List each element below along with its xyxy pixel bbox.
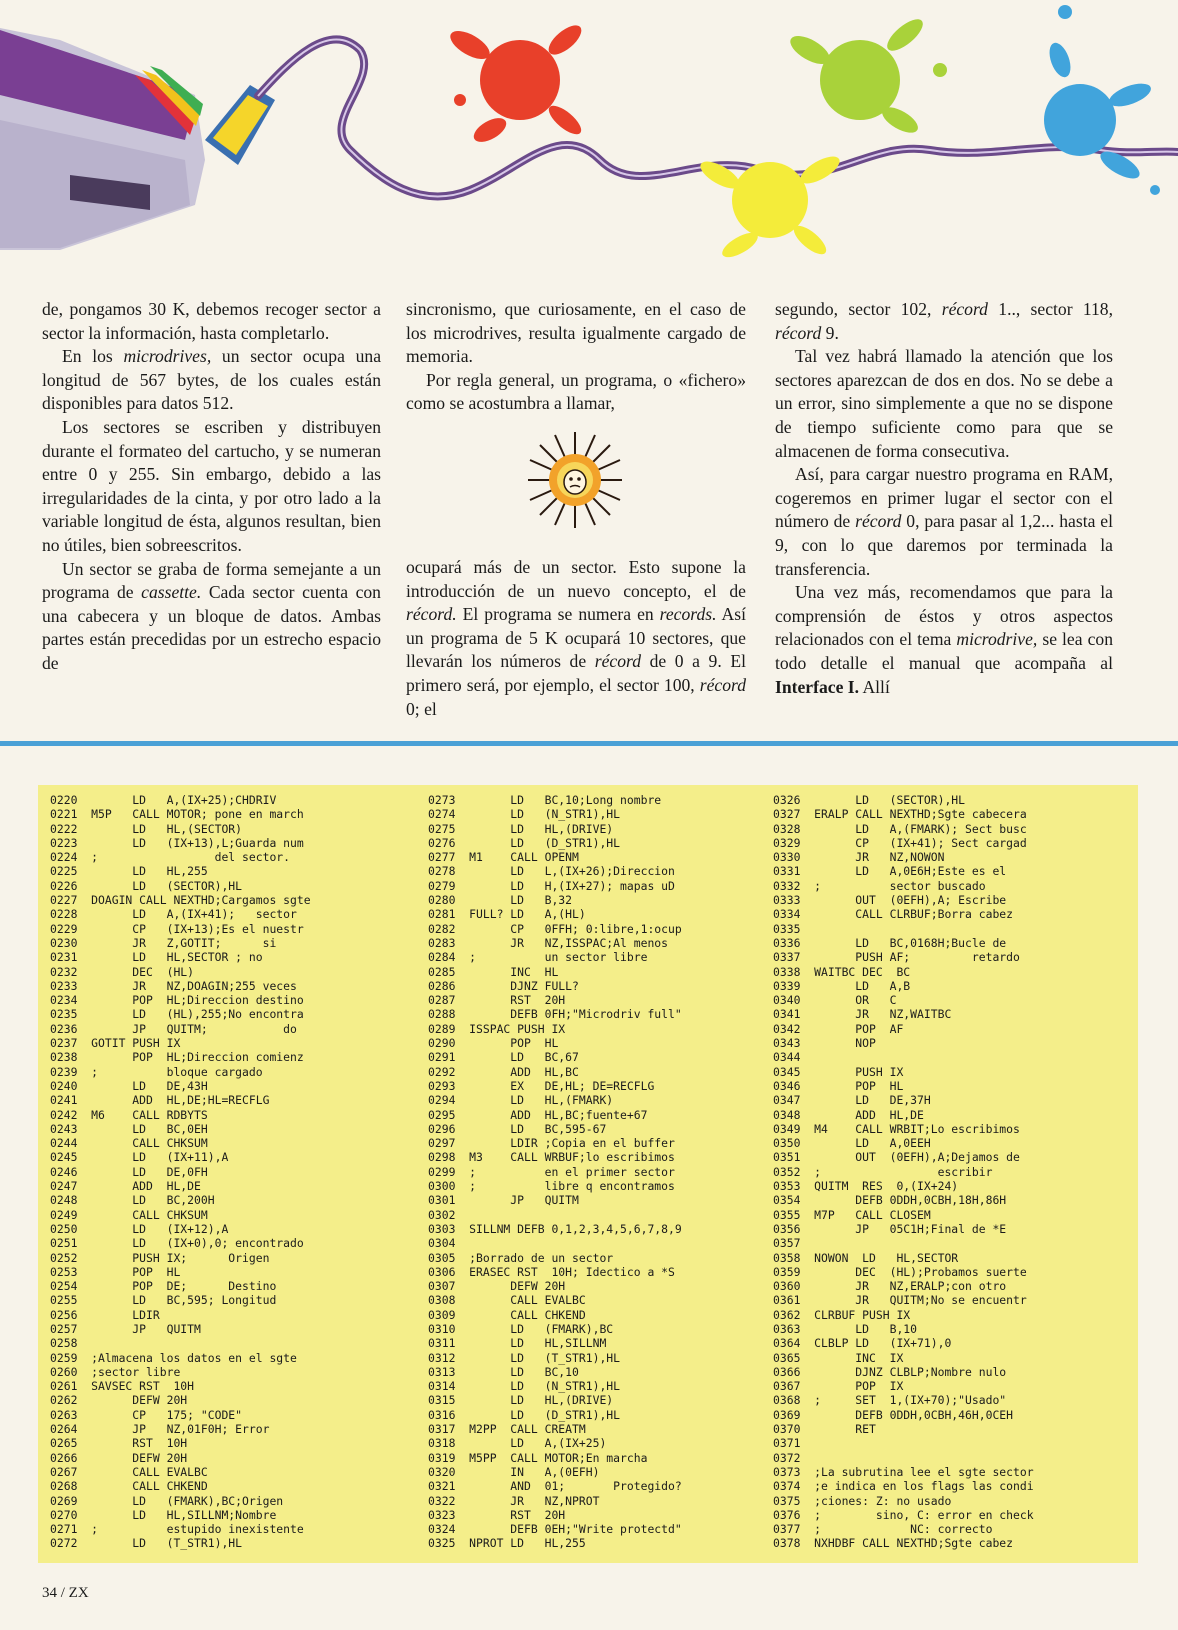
listing-col3-line: 0356 JP 05C1H;Final de *E xyxy=(773,1221,1007,1236)
listing-col3-line: 0336 LD BC,0168H;Bucle de xyxy=(773,935,1007,950)
col1-paragraph-4: Un sector se graba de forma semejante a un programa de cassette. Cada sector cuenta con una cabecera y un bloque de datos. Ambas partes están precedidas por un estrecho espacio de xyxy=(42,558,381,673)
listing-col1-line: 0234 POP HL;Direccion destino xyxy=(50,993,304,1008)
listing-col2-line: 0303 SILLNM DEFB 0,1,2,3,4,5,6,7,8,9 xyxy=(428,1221,682,1236)
listing-col2-line: 0293 EX DE,HL; DE=RECFLG xyxy=(428,1078,655,1093)
listing-col1-line: 0235 LD (HL),255;No encontra xyxy=(50,1007,304,1022)
listing-col3-line: 0365 INC IX xyxy=(773,1350,904,1365)
listing-col3-line: 0338 WAITBC DEC BC xyxy=(773,964,911,979)
listing-col2-line: 0279 LD H,(IX+27); mapas uD xyxy=(428,878,675,893)
listing-col3-line: 0376 ; sino, C: error en check xyxy=(773,1507,1034,1522)
listing-col2-line: 0290 POP HL xyxy=(428,1036,559,1051)
listing-col3-line: 0348 ADD HL,DE xyxy=(773,1107,924,1122)
listing-col1-line: 0226 LD (SECTOR),HL xyxy=(50,878,243,893)
listing-col2-line: 0295 ADD HL,BC;fuente+67 xyxy=(428,1107,648,1122)
listing-col1-line: 0244 CALL CHKSUM xyxy=(50,1136,208,1151)
red-paint-splash xyxy=(446,20,586,147)
col2-top-paragraph-1: sincronismo, que curiosamente, en el caso de los microdrives, resulta igualmente cargado de memoria. xyxy=(406,299,746,367)
listing-col3-line: 0335 xyxy=(773,921,801,936)
listing-col3-line: 0328 LD A,(FMARK); Sect busc xyxy=(773,821,1027,836)
sun-mascot-illustration xyxy=(520,430,630,530)
listing-col1-line: 0231 LD HL,SECTOR ; no xyxy=(50,950,263,965)
listing-col1-line: 0251 LD (IX+0),0; encontrado xyxy=(50,1236,304,1251)
listing-col3-line: 0364 CLBLP LD (IX+71),0 xyxy=(773,1336,952,1351)
listing-col2-line: 0318 LD A,(IX+25) xyxy=(428,1436,607,1451)
listing-col1-line: 0268 CALL CHKEND xyxy=(50,1479,208,1494)
article-column-1 xyxy=(42,298,381,676)
listing-col3-line: 0350 LD A,0EEH xyxy=(773,1136,931,1151)
blue-paint-splash xyxy=(1044,5,1160,195)
listing-col3-line: 0366 DJNZ CLBLP;Nombre nulo xyxy=(773,1364,1007,1379)
listing-col3-line: 0361 JR QUITM;No se encuentr xyxy=(773,1293,1027,1308)
listing-col1-line: 0246 LD DE,0FH xyxy=(50,1164,208,1179)
listing-col1-line: 0254 POP DE; Destino xyxy=(50,1279,277,1294)
listing-col3-line: 0343 NOP xyxy=(773,1036,876,1051)
listing-col1-line: 0242 M6 CALL RDBYTS xyxy=(50,1107,208,1122)
listing-col3-line: 0334 CALL CLRBUF;Borra cabez xyxy=(773,907,1014,922)
article-column-2-top xyxy=(406,298,746,416)
listing-col3-line: 0331 LD A,0E6H;Este es el xyxy=(773,864,1007,879)
listing-col2-line: 0283 JR NZ,ISSPAC;Al menos xyxy=(428,935,669,950)
listing-col2-line: 0288 DEFB 0FH;"Microdriv full" xyxy=(428,1007,682,1022)
listing-col3-line: 0372 xyxy=(773,1450,801,1465)
listing-col3-line: 0342 POP AF xyxy=(773,1021,904,1036)
listing-col3-line: 0355 M7P CALL CLOSEM xyxy=(773,1207,931,1222)
listing-col3-line: 0354 DEFB 0DDH,0CBH,18H,86H xyxy=(773,1193,1007,1208)
col3-paragraph-2: Tal vez habrá llamado la atención que los sectores aparezcan de dos en dos. No se debe a un error, sino simplemente a que no se dispone de tiempo suficiente como para que se almacenen de forma consecutiva. xyxy=(775,346,1113,461)
listing-col2-line: 0299 ; en el primer sector xyxy=(428,1164,675,1179)
listing-col2-line: 0300 ; libre q encontramos xyxy=(428,1179,675,1194)
listing-col3-line: 0353 QUITM RES 0,(IX+24) xyxy=(773,1179,959,1194)
listing-col2-line: 0321 AND 01; Protegido? xyxy=(428,1479,682,1494)
listing-col3-line: 0378 NXHDBF CALL NEXTHD;Sgte cabez xyxy=(773,1536,1014,1551)
listing-col3-line: 0369 DEFB 0DDH,0CBH,46H,0CEH xyxy=(773,1407,1014,1422)
listing-col2-line: 0311 LD HL,SILLNM xyxy=(428,1336,607,1351)
listing-col3-line: 0349 M4 CALL WRBIT;Lo escribimos xyxy=(773,1121,1020,1136)
listing-col1-line: 0240 LD DE,43H xyxy=(50,1078,208,1093)
listing-col1-line: 0263 CP 175; "CODE" xyxy=(50,1407,243,1422)
listing-col3-line: 0359 DEC (HL);Probamos suerte xyxy=(773,1264,1027,1279)
listing-col3-line: 0368 ; SET 1,(IX+70);"Usado" xyxy=(773,1393,1007,1408)
listing-col3-line: 0347 LD DE,37H xyxy=(773,1093,931,1108)
listing-col1-line: 0239 ; bloque cargado xyxy=(50,1064,263,1079)
listing-col3-line: 0337 PUSH AF; retardo xyxy=(773,950,1020,965)
listing-col3-line: 0329 CP (IX+41); Sect cargad xyxy=(773,835,1027,850)
listing-col3-line: 0339 LD A,B xyxy=(773,978,911,993)
listing-col1-line: 0249 CALL CHKSUM xyxy=(50,1207,208,1222)
listing-col3-line: 0330 JR NZ,NOWON xyxy=(773,850,945,865)
listing-col1-line: 0238 POP HL;Direccion comienz xyxy=(50,1050,304,1065)
listing-col1-line: 0243 LD BC,0EH xyxy=(50,1121,208,1136)
listing-col2-line: 0308 CALL EVALBC xyxy=(428,1293,586,1308)
listing-col3-line: 0332 ; sector buscado xyxy=(773,878,986,893)
listing-col3-line: 0373 ;La subrutina lee el sgte sector xyxy=(773,1464,1034,1479)
listing-col2-line: 0322 JR NZ,NPROT xyxy=(428,1493,600,1508)
page-footer: 34 / ZX xyxy=(42,1585,89,1601)
article-column-2-bottom xyxy=(406,556,746,721)
listing-col1-line: 0223 LD (IX+13),L;Guarda num xyxy=(50,835,304,850)
listing-col2-line: 0316 LD (D_STR1),HL xyxy=(428,1407,621,1422)
listing-col2-line: 0325 NPROT LD HL,255 xyxy=(428,1536,586,1551)
listing-col3-line: 0346 POP HL xyxy=(773,1078,904,1093)
listing-col3-line: 0333 OUT (0EFH),A; Escribe xyxy=(773,893,1007,908)
listing-col2-line: 0287 RST 20H xyxy=(428,993,566,1008)
listing-col1-line: 0252 PUSH IX; Origen xyxy=(50,1250,270,1265)
listing-col2-line: 0277 M1 CALL OPENM xyxy=(428,850,579,865)
listing-col2-line: 0324 DEFB 0EH;"Write protectd" xyxy=(428,1522,682,1537)
col1-paragraph-1: de, pongamos 30 K, debemos recoger sector a sector la información, hasta completarlo. xyxy=(42,299,381,343)
listing-col1-line: 0260 ;sector libre xyxy=(50,1364,181,1379)
listing-col2-line: 0317 M2PP CALL CREATM xyxy=(428,1422,586,1437)
listing-col1-line: 0221 M5P CALL MOTOR; pone en march xyxy=(50,807,304,822)
listing-col1-line: 0232 DEC (HL) xyxy=(50,964,195,979)
col3-paragraph-3: Así, para cargar nuestro programa en RAM, cogeremos en primer lugar el sector con el número de récord 0, para pasar al 1,2... hasta el 9, con lo que daremos por terminada la transferencia. xyxy=(775,464,1113,579)
listing-col2-line: 0319 M5PP CALL MOTOR;En marcha xyxy=(428,1450,648,1465)
listing-col1-line: 0222 LD HL,(SECTOR) xyxy=(50,821,243,836)
header-illustration xyxy=(0,0,1178,290)
article-column-3 xyxy=(775,298,1113,699)
listing-col1-line: 0266 DEFW 20H xyxy=(50,1450,188,1465)
listing-col2-line: 0302 xyxy=(428,1207,456,1222)
listing-col3-line: 0360 JR NZ,ERALP;con otro xyxy=(773,1279,1007,1294)
listing-col3-line: 0357 xyxy=(773,1236,801,1251)
listing-col2-line: 0313 LD BC,10 xyxy=(428,1364,579,1379)
listing-col3-line: 0351 OUT (0EFH),A;Dejamos de xyxy=(773,1150,1020,1165)
listing-col3-line: 0377 ; NC: correcto xyxy=(773,1522,993,1537)
listing-col2-line: 0298 M3 CALL WRBUF;lo escribimos xyxy=(428,1150,675,1165)
listing-col3-line: 0362 CLRBUF PUSH IX xyxy=(773,1307,911,1322)
listing-column-3 xyxy=(773,793,1123,1551)
listing-col2-line: 0285 INC HL xyxy=(428,964,559,979)
listing-column-1 xyxy=(50,793,385,1551)
listing-col2-line: 0292 ADD HL,BC xyxy=(428,1064,579,1079)
listing-col1-line: 0265 RST 10H xyxy=(50,1436,188,1451)
listing-col2-line: 0309 CALL CHKEND xyxy=(428,1307,586,1322)
listing-col3-line: 0340 OR C xyxy=(773,993,897,1008)
listing-col2-line: 0306 ERASEC RST 10H; Idectico a *S xyxy=(428,1264,675,1279)
green-paint-splash xyxy=(786,14,947,138)
listing-column-2 xyxy=(428,793,768,1551)
listing-col2-line: 0312 LD (T_STR1),HL xyxy=(428,1350,621,1365)
listing-col3-line: 0327 ERALP CALL NEXTHD;Sgte cabecera xyxy=(773,807,1027,822)
listing-col2-line: 0323 RST 20H xyxy=(428,1507,566,1522)
listing-col1-line: 0236 JP QUITM; do xyxy=(50,1021,297,1036)
listing-col1-line: 0245 LD (IX+11),A xyxy=(50,1150,229,1165)
col1-paragraph-2: En los microdrives, un sector ocupa una longitud de 567 bytes, de los cuales están disponibles para datos 512. xyxy=(42,346,382,414)
listing-col1-line: 0267 CALL EVALBC xyxy=(50,1464,208,1479)
listing-col2-line: 0289 ISSPAC PUSH IX xyxy=(428,1021,566,1036)
listing-col1-line: 0247 ADD HL,DE xyxy=(50,1179,201,1194)
listing-col2-line: 0296 LD BC,595-67 xyxy=(428,1121,607,1136)
listing-col1-line: 0255 LD BC,595; Longitud xyxy=(50,1293,277,1308)
listing-col2-line: 0274 LD (N_STR1),HL xyxy=(428,807,621,822)
listing-col1-line: 0233 JR NZ,DOAGIN;255 veces xyxy=(50,978,297,993)
listing-col3-line: 0341 JR NZ,WAITBC xyxy=(773,1007,952,1022)
listing-col1-line: 0253 POP HL xyxy=(50,1264,181,1279)
listing-col1-line: 0256 LDIR xyxy=(50,1307,160,1322)
listing-col2-line: 0307 DEFW 20H xyxy=(428,1279,566,1294)
col1-paragraph-3: Los sectores se escriben y distribuyen durante el formateo del cartucho, y se numeran entre 0 y 255. Sin embargo, debido a las irregularidades de la cinta, y por otro lado a la variable longitud de ésta, algunos resultan, bien no útiles, bien sobreescritos. xyxy=(42,416,381,555)
listing-col1-line: 0264 JP NZ,01F0H; Error xyxy=(50,1422,270,1437)
col2-bottom-paragraph-1: ocupará más de un sector. Esto supone la introducción de un nuevo concepto, el de récord. El programa se numera en records. Así un programa de 5 K ocupará 10 sectores, que llevarán los números de récord de 0 a 9. El primero será, por ejemplo, el sector 100, récord 0; el xyxy=(406,557,746,719)
listing-col2-line: 0304 xyxy=(428,1236,456,1251)
col2-top-paragraph-2: Por regla general, un programa, o «fichero» como se acostumbra a llamar, xyxy=(406,369,746,414)
listing-col3-line: 0374 ;e indica en los flags las condi xyxy=(773,1479,1034,1494)
listing-col2-line: 0278 LD L,(IX+26);Direccion xyxy=(428,864,675,879)
listing-col1-line: 0271 ; estupido inexistente xyxy=(50,1522,304,1537)
listing-col1-line: 0250 LD (IX+12),A xyxy=(50,1221,229,1236)
listing-col1-line: 0241 ADD HL,DE;HL=RECFLG xyxy=(50,1093,270,1108)
listing-col1-line: 0261 SAVSEC RST 10H xyxy=(50,1379,195,1394)
listing-col3-line: 0352 ; escribir xyxy=(773,1164,993,1179)
yellow-paint-splash xyxy=(696,151,843,262)
listing-col2-line: 0281 FULL? LD A,(HL) xyxy=(428,907,586,922)
listing-col3-line: 0326 LD (SECTOR),HL xyxy=(773,793,966,807)
listing-col2-line: 0284 ; un sector libre xyxy=(428,950,648,965)
listing-col3-line: 0363 LD B,10 xyxy=(773,1321,918,1336)
listing-col3-line: 0370 RET xyxy=(773,1422,876,1437)
listing-col3-line: 0371 xyxy=(773,1436,801,1451)
listing-col1-line: 0230 JR Z,GOTIT; si xyxy=(50,935,277,950)
col3-paragraph-4: Una vez más, recomendamos que para la comprensión de éstos y otros aspectos relacionados con el tema microdrive, se lea con todo detalle el manual que acompaña al Interface I. Allí xyxy=(775,582,1113,697)
listing-col1-line: 0229 CP (IX+13);Es el nuestr xyxy=(50,921,304,936)
listing-col1-line: 0258 xyxy=(50,1336,78,1351)
listing-col2-line: 0286 DJNZ FULL? xyxy=(428,978,579,993)
listing-col2-line: 0297 LDIR ;Copia en el buffer xyxy=(428,1136,675,1151)
microdrive-cartridge-illustration xyxy=(205,85,275,165)
listing-col2-line: 0282 CP 0FFH; 0:libre,1:ocup xyxy=(428,921,682,936)
listing-col1-line: 0259 ;Almacena los datos en el sgte xyxy=(50,1350,297,1365)
listing-col3-line: 0358 NOWON LD HL,SECTOR xyxy=(773,1250,959,1265)
listing-col1-line: 0225 LD HL,255 xyxy=(50,864,208,879)
listing-col1-line: 0227 DOAGIN CALL NEXTHD;Cargamos sgte xyxy=(50,893,311,908)
listing-col1-line: 0269 LD (FMARK),BC;Origen xyxy=(50,1493,284,1508)
col3-paragraph-1: segundo, sector 102, récord 1.., sector 118, récord 9. xyxy=(775,299,1113,343)
listing-col1-line: 0262 DEFW 20H xyxy=(50,1393,188,1408)
listing-col1-line: 0270 LD HL,SILLNM;Nombre xyxy=(50,1507,277,1522)
listing-col2-line: 0291 LD BC,67 xyxy=(428,1050,579,1065)
assembly-listing-panel xyxy=(38,785,1138,1563)
listing-col1-line: 0224 ; del sector. xyxy=(50,850,291,865)
listing-col3-line: 0344 xyxy=(773,1050,801,1065)
listing-col2-line: 0276 LD (D_STR1),HL xyxy=(428,835,621,850)
listing-col1-line: 0257 JP QUITM xyxy=(50,1321,201,1336)
listing-col3-line: 0367 POP IX xyxy=(773,1379,904,1394)
listing-col2-line: 0280 LD B,32 xyxy=(428,893,573,908)
listing-col1-line: 0248 LD BC,200H xyxy=(50,1193,215,1208)
listing-col2-line: 0310 LD (FMARK),BC xyxy=(428,1321,614,1336)
listing-col3-line: 0375 ;ciones: Z: no usado xyxy=(773,1493,952,1508)
listing-col2-line: 0275 LD HL,(DRIVE) xyxy=(428,821,614,836)
listing-col1-line: 0272 LD (T_STR1),HL xyxy=(50,1536,243,1551)
listing-col2-line: 0294 LD HL,(FMARK) xyxy=(428,1093,614,1108)
listing-col2-line: 0301 JP QUITM xyxy=(428,1193,579,1208)
listing-col2-line: 0273 LD BC,10;Long nombre xyxy=(428,793,662,807)
listing-col3-line: 0345 PUSH IX xyxy=(773,1064,904,1079)
listing-col1-line: 0220 LD A,(IX+25);CHDRIV xyxy=(50,793,277,807)
zx-spectrum-illustration xyxy=(0,28,205,250)
listing-col2-line: 0305 ;Borrado de un sector xyxy=(428,1250,614,1265)
listing-col2-line: 0320 IN A,(0EFH) xyxy=(428,1464,600,1479)
listing-col1-line: 0237 GOTIT PUSH IX xyxy=(50,1036,181,1051)
listing-col1-line: 0228 LD A,(IX+41); sector xyxy=(50,907,297,922)
listing-col2-line: 0315 LD HL,(DRIVE) xyxy=(428,1393,614,1408)
listing-col2-line: 0314 LD (N_STR1),HL xyxy=(428,1379,621,1394)
section-divider xyxy=(0,741,1178,746)
